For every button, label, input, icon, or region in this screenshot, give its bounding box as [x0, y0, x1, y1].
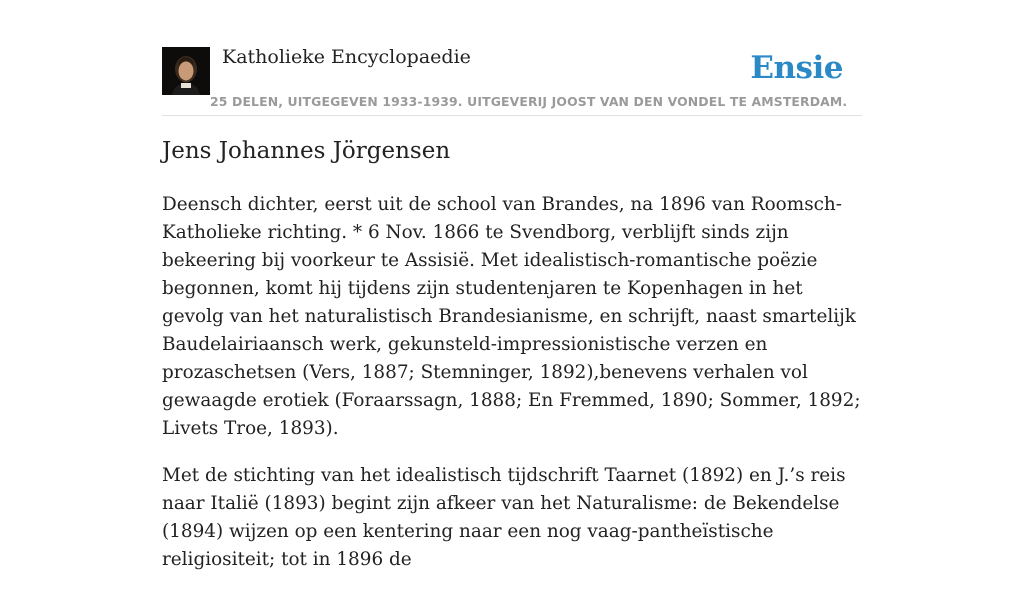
paragraph: Met de stichting van het idealistisch tijdschrift Taarnet (1892) en J.’s reis naar Italië (1893) begint zijn afkeer van het Naturalisme: de Bekendelse (1894) wijzen op een kentering naar een nog vaag-pantheïstische religiositeit; tot in 1896 de [162, 465, 846, 570]
site-title[interactable]: Katholieke Encyclopaedie [222, 46, 471, 68]
article-title: Jens Johannes Jörgensen [162, 138, 451, 164]
portrait-image [162, 47, 210, 95]
site-header [162, 45, 862, 116]
brand-logo[interactable]: Ensie [750, 50, 843, 86]
article-body [162, 191, 862, 593]
paragraph: Deensch dichter, eerst uit de school van Brandes, na 1896 van Roomsch-Katholieke richting. * 6 Nov. 1866 te Svendborg, verblijft sinds zijn bekeering bij voorkeur te Assisië. Met idealistisch-romantische poëzie begonnen, komt hij tijdens zijn studentenjaren te Kopenhagen in het gevolg van het naturalistisch Brandesianisme, en schrijft, naast smartelijk Baudelairiaansch werk, gekunsteld-impressionistische verzen en prozaschetsen (Vers, 1887; Stemninger, 1892),benevens verhalen vol gewaagde erotiek (Foraarssagn, 1888; En Fremmed, 1890; Sommer, 1892; Livets Troe, 1893). [162, 194, 861, 439]
site-subtitle: 25 DELEN, UITGEGEVEN 1933-1939. UITGEVERIJ JOOST VAN DEN VONDEL TE AMSTERDAM. [210, 94, 848, 109]
avatar[interactable] [162, 47, 210, 95]
